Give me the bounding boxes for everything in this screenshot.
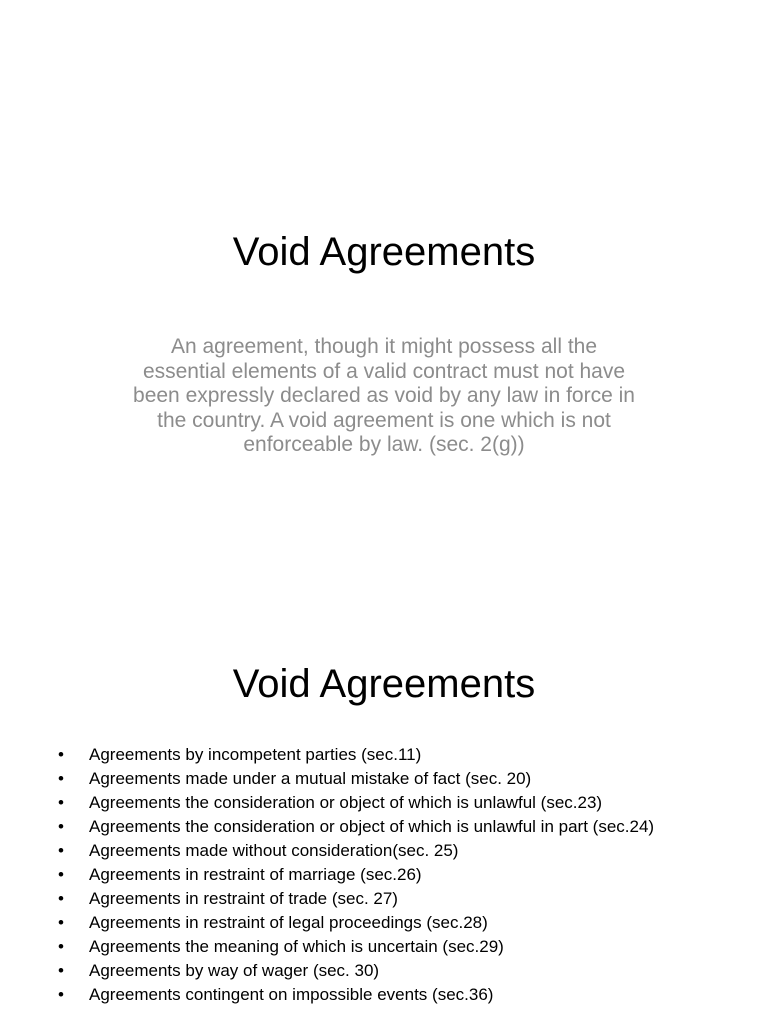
- list-item-text: Agreements the consideration or object of which is unlawful (sec.23): [89, 793, 603, 812]
- list-item-text: Agreements by way of wager (sec. 30): [89, 961, 380, 980]
- list-item-text: Agreements in restraint of marriage (sec.26): [89, 865, 422, 884]
- bullet-icon: •: [58, 745, 64, 764]
- bullet-icon: •: [58, 985, 64, 1004]
- bullet-icon: •: [58, 817, 64, 836]
- list-item: [58, 815, 698, 839]
- list-item: [58, 887, 698, 911]
- bullet-icon: •: [58, 913, 64, 932]
- list-item: [58, 983, 698, 1007]
- slide-2-title: Void Agreements: [232, 662, 536, 706]
- list-item: [58, 911, 698, 935]
- bullet-icon: •: [58, 865, 64, 884]
- list-item: [58, 863, 698, 887]
- bullet-icon: •: [58, 937, 64, 956]
- list-item-text: Agreements in restraint of legal proceedings (sec.28): [89, 913, 488, 932]
- list-item: [58, 767, 698, 791]
- list-item: [58, 959, 698, 983]
- bullet-list: [58, 743, 698, 1007]
- list-item-text: Agreements contingent on impossible events (sec.36): [89, 985, 494, 1004]
- list-item-text: Agreements the meaning of which is uncertain (sec.29): [89, 937, 504, 956]
- list-item: [58, 791, 698, 815]
- list-item-text: Agreements by incompetent parties (sec.11): [89, 745, 422, 764]
- bullet-icon: •: [58, 769, 64, 788]
- list-item: [58, 839, 698, 863]
- bullet-icon: •: [58, 961, 64, 980]
- slide-1-body-text: An agreement, though it might possess all the essential elements of a valid contract must not have been expressly declared as void by any law in force in the country. A void agreement is one which is not enforceable by law. (sec. 2(g)): [133, 335, 635, 456]
- list-item: [58, 935, 698, 959]
- list-item: [58, 743, 698, 767]
- list-item-text: Agreements the consideration or object of which is unlawful in part (sec.24): [89, 817, 655, 836]
- bullet-icon: •: [58, 889, 64, 908]
- bullet-icon: •: [58, 841, 64, 860]
- slide-1-title: Void Agreements: [232, 230, 536, 274]
- bullet-icon: •: [58, 793, 64, 812]
- list-item-text: Agreements made without consideration(sec. 25): [89, 841, 459, 860]
- slide-2: [0, 576, 768, 1024]
- list-item-text: Agreements in restraint of trade (sec. 27): [89, 889, 398, 908]
- list-item-text: Agreements made under a mutual mistake of fact (sec. 20): [89, 769, 532, 788]
